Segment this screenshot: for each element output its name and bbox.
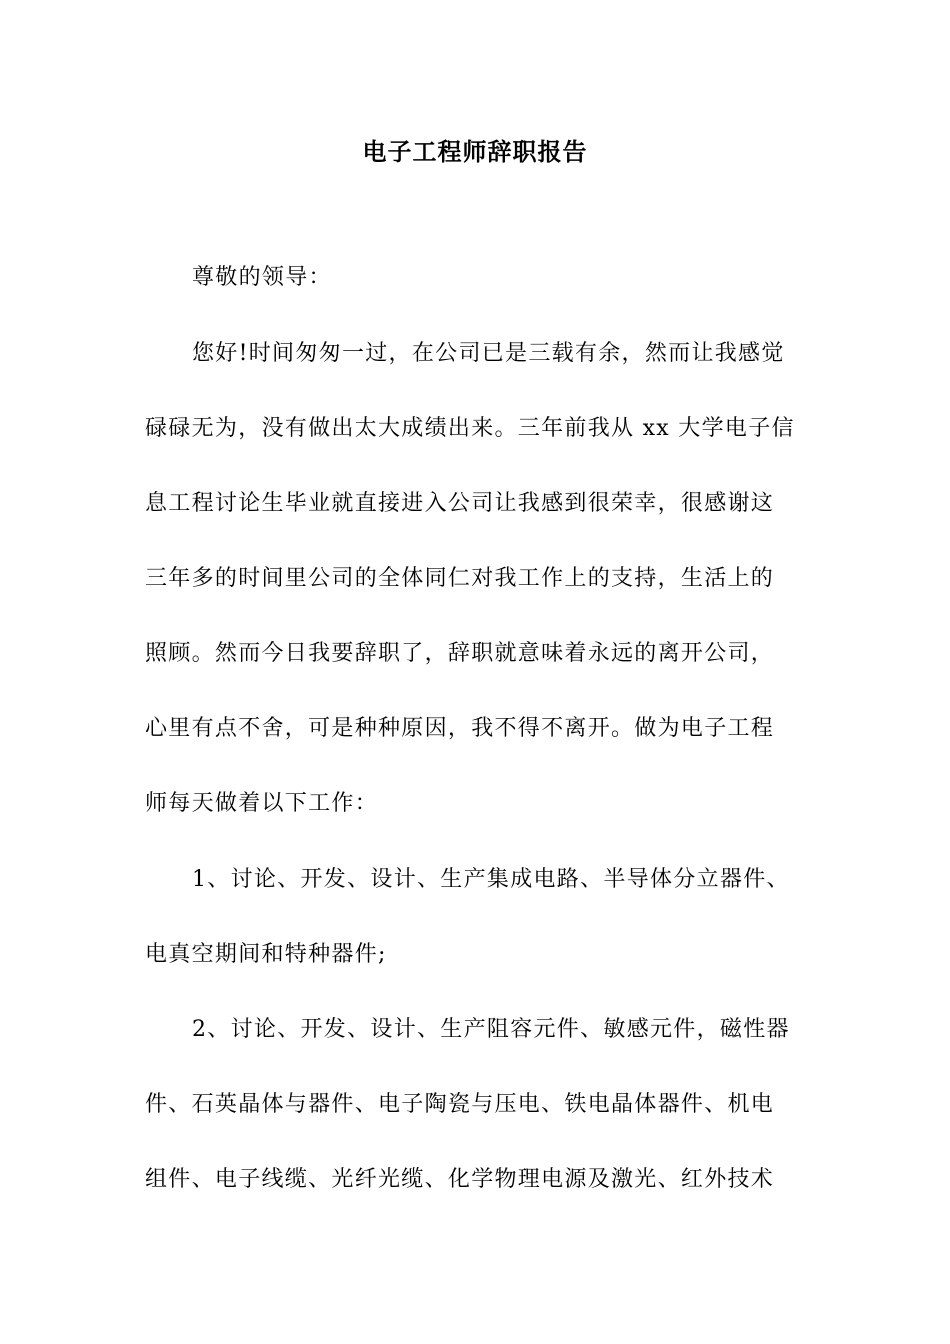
paragraph-line: 照顾。然而今日我要辞职了，辞职就意味着永远的离开公司， bbox=[145, 641, 775, 666]
paragraph-line: 心里有点不舍，可是种种原因，我不得不离开。做为电子工程 bbox=[145, 716, 775, 741]
paragraph-line: 三年多的时间里公司的全体同仁对我工作上的支持，生活上的 bbox=[145, 566, 775, 591]
salutation: 尊敬的领导： bbox=[192, 265, 332, 290]
paragraph-line: 息工程讨论生毕业就直接进入公司让我感到很荣幸，很感谢这 bbox=[145, 491, 775, 516]
paragraph-line: 师每天做着以下工作： bbox=[145, 791, 379, 816]
paragraph-line: 您好!时间匆匆一过，在公司已是三载有余，然而让我感觉 bbox=[192, 341, 785, 366]
list-item-line: 1、讨论、开发、设计、生产集成电路、半导体分立器件、 bbox=[192, 867, 790, 892]
document-title: 电子工程师辞职报告 bbox=[362, 137, 588, 166]
list-item-line: 2、讨论、开发、设计、生产阻容元件、敏感元件，磁性器 bbox=[192, 1017, 790, 1042]
list-item-line: 件、石英晶体与器件、电子陶瓷与压电、铁电晶体器件、机电 bbox=[145, 1092, 775, 1117]
paragraph-line: 碌碌无为，没有做出太大成绩出来。三年前我从 xx 大学电子信 bbox=[145, 416, 795, 441]
list-item-line: 电真空期间和特种器件; bbox=[145, 942, 387, 967]
list-item-line: 组件、电子线缆、光纤光缆、化学物理电源及激光、红外技术 bbox=[145, 1167, 775, 1192]
